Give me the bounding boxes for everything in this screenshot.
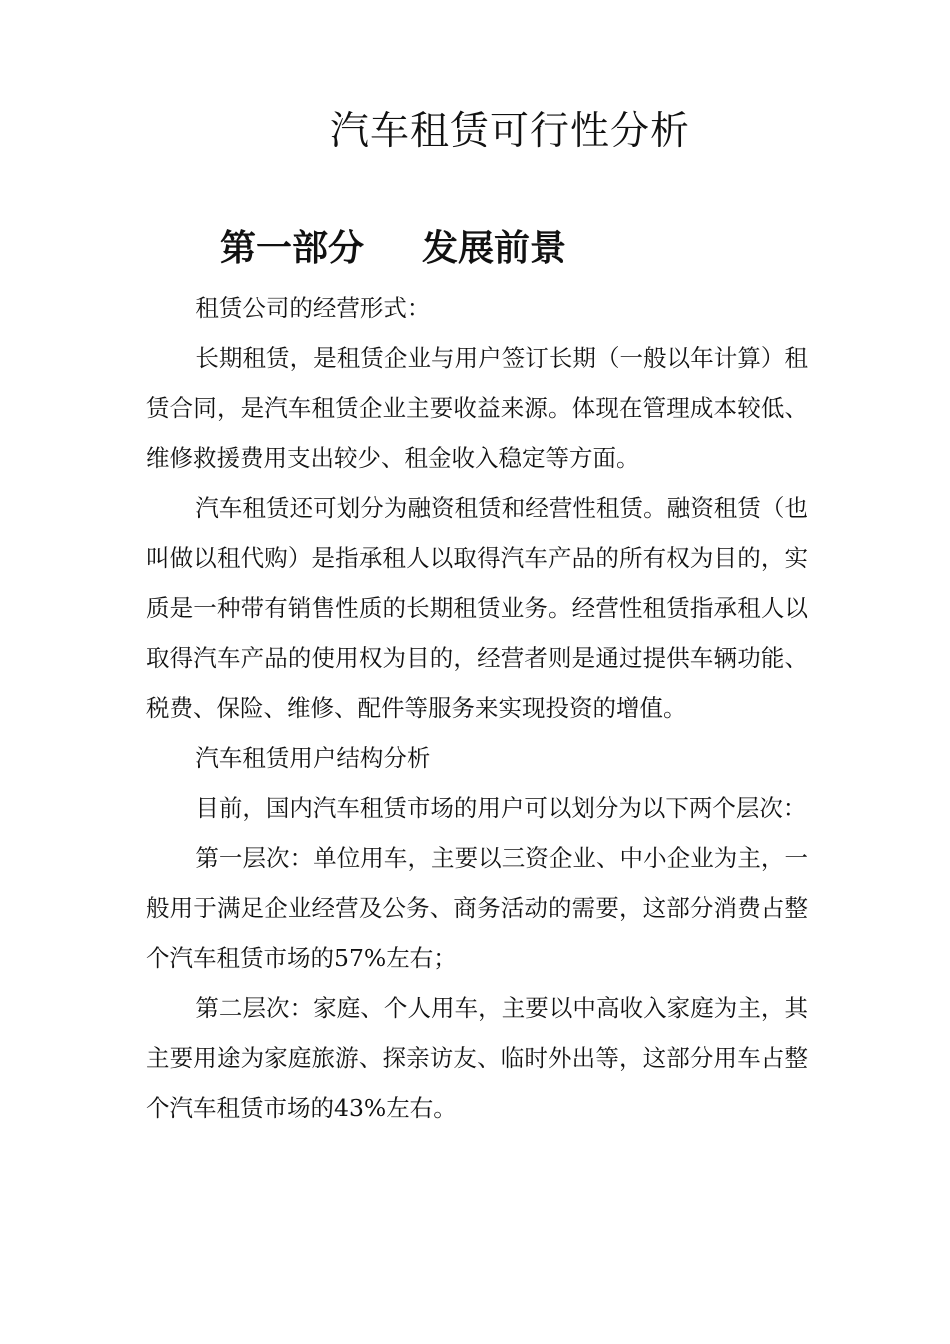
paragraph-business-forms: 租赁公司的经营形式：: [195, 294, 431, 322]
paragraph-second-level: 第二层次：家庭、个人用车，主要以中高收入家庭为主，其主要用途为家庭旅游、探亲访友、临时外出等，这部分用车占整个汽车租赁市场的43%左右。: [146, 994, 808, 1122]
paragraph-user-structure-heading: 汽车租赁用户结构分析: [195, 744, 431, 772]
document-body: [146, 283, 808, 1133]
paragraph-user-levels: 目前，国内汽车租赁市场的用户可以划分为以下两个层次：: [195, 794, 807, 822]
paragraph-long-term-lease: 长期租赁，是租赁企业与用户签订长期（一般以年计算）租赁合同，是汽车租赁企业主要收益来源。体现在管理成本较低、维修救援费用支出较少、租金收入稳定等方面。: [146, 344, 808, 472]
section-heading: [220, 224, 566, 274]
document-title: 汽车租赁可行性分析: [330, 109, 691, 154]
section-name: 发展前景: [422, 228, 567, 269]
paragraph-first-level: 第一层次：单位用车，主要以三资企业、中小企业为主，一般用于满足企业经营及公务、商务活动的需要，这部分消费占整个汽车租赁市场的57%左右；: [146, 844, 808, 972]
paragraph-lease-types: 汽车租赁还可划分为融资租赁和经营性租赁。融资租赁（也叫做以租代购）是指承租人以取得汽车产品的所有权为目的，实质是一种带有销售性质的长期租赁业务。经营性租赁指承租人以取得汽车产品的使用权为目的，经营者则是通过提供车辆功能、税费、保险、维修、配件等服务来实现投资的增值。: [146, 494, 808, 722]
section-part-label: 第一部分: [220, 228, 365, 269]
